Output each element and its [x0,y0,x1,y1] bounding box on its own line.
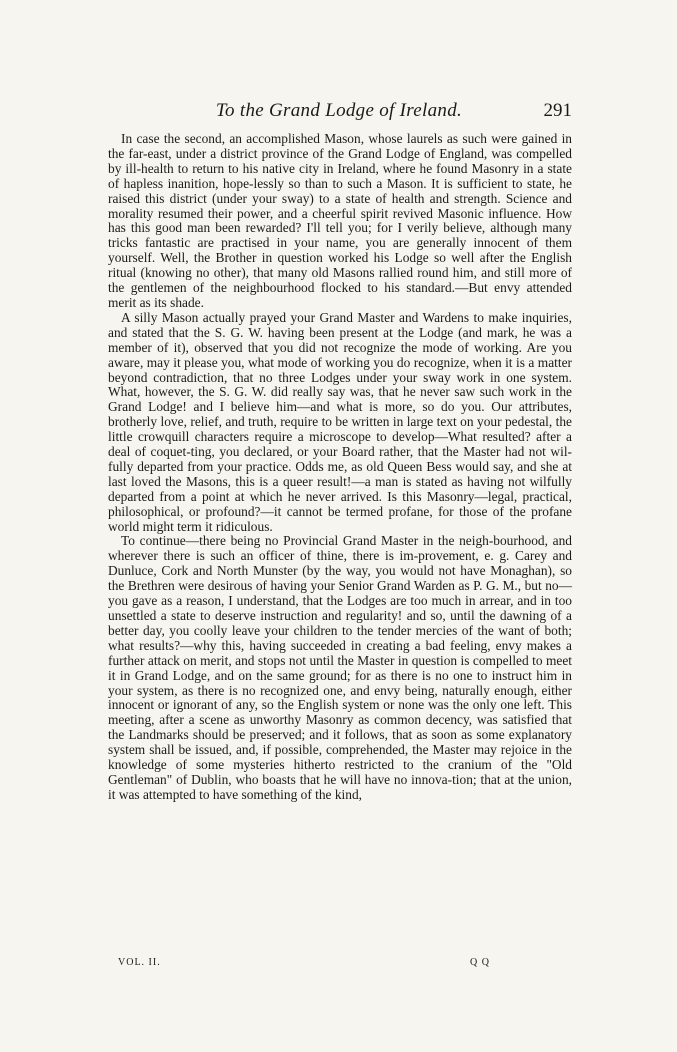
paragraph: A silly Mason actually prayed your Grand Master and Wardens to make inquiries, and stated that the S. G. W. having been present at the Lodge (and mark, he was a member of it), observed that you did not recognize the mode of working. Are you aware, may it please you, what mode of working you do recognize, when it is a matter beyond contradiction, that no three Lodges under your sway work in one system. What, however, the S. G. W. did really say was, that he never saw such work in the Grand Lodge! and I believe him—and what is more, so do you. Our attributes, brotherly love, relief, and truth, require to be written in large text on your pedestal, the little crowquill characters require a microscope to develop—What resulted? after a deal of coquet-ting, you declared, or your Board rather, that the Master had not wil-fully departed from your practice. Odds me, as old Queen Bess would say, and she at last loved the Masons, this is a queer result!—a man is stated as having not wilfully departed from a point at which he never arrived. Is this Masonry—legal, practical, philosophical, or profound?—it cannot be termed profane, for those of the profane world might term it ridiculous. [108,309,572,534]
page-footer [118,957,490,971]
paragraph: In case the second, an accomplished Mason, whose laurels as such were gained in the far-east, under a district province of the Grand Lodge of England, was compelled by ill-health to return to his native city in Ireland, where he found Masonry in a state of hapless inanition, hope-lessly so than to such a Mason. It is sufficient to state, he raised this district (under your sway) to a state of health and strength. Science and morality resumed their power, and a cheerful spirit revived Masonic influence. How has this good man been rewarded? I'll tell you; for I verily believe, although many tricks fantastic are practised in your name, you are generally innocent of them yourself. Well, the Brother in question worked his Lodge so well after the English ritual (knowing no other), that many old Masons rallied round him, and still more of the gentlemen of the neighbourhood flocked to his standard.—But envy attended merit as its shade. [108,131,572,310]
page-number: 291 [543,100,572,121]
body-text [108,132,572,803]
volume-label: VOL. II. [118,957,161,968]
page-header [108,100,570,126]
running-title: To the Grand Lodge of Ireland. [215,100,463,121]
signature-mark: Q Q [470,957,490,968]
paragraph: To continue—there being no Provincial Grand Master in the neigh-bourhood, and wherever there is such an officer of thine, there is im-provement, e. g. Carey and Dunluce, Cork and North Munster (by the way, you would not have Monaghan), so the Brethren were desirous of having your Senior Grand Warden as P. G. M., but no—you gave as a reason, I understand, that the Lodges are too much in arrear, and in too unsettled a state to deserve instruction and regularity! and so, until the dawning of a better day, you coolly leave your children to the tender mercies of the want of both; what results?—why this, having succeeded in creating a bad feeling, envy makes a further attack on merit, and stops not until the Master in question is compelled to meet it in Grand Lodge, and on the same ground; for as there is no one to instruct him in your system, as there is no recognized one, and envy being, naturally enough, either innocent or ignorant of any, so the English system or none was the only one left. This meeting, after a scene as unworthy Masonry as common decency, was satisfied that the Landmarks should be preserved; and it follows, that as soon as some explanatory system shall be issued, and, if possible, comprehended, the Master may rejoice in the knowledge of some mysteries hitherto restricted to the cranium of the "Old Gentleman" of Dublin, who boasts that he will have no innova-tion; that at the union, it was attempted to have something of the kind, [108,533,572,802]
